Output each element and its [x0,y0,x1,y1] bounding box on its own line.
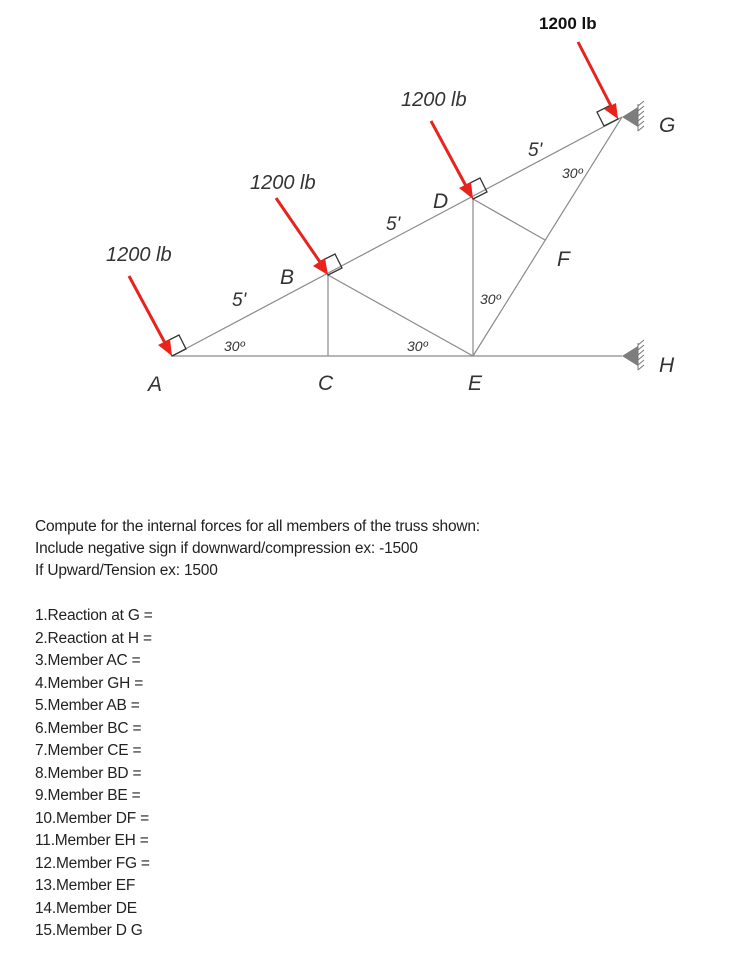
node-label-e: E [468,372,483,395]
node-label-a: A [148,373,163,396]
question-item: 6.Member BC = [35,719,142,737]
angle-label-g: 30º [562,165,583,181]
length-label-dg: 5' [528,140,543,161]
top-chord-member [172,117,622,356]
node-label-f: F [557,248,570,271]
problem-statement [35,516,480,582]
support-h-icon [622,340,644,370]
question-list [35,605,153,943]
node-label-g: G [659,114,676,137]
support-g-icon [622,101,644,131]
question-item: 10.Member DF = [35,809,149,827]
length-label-ab: 5' [232,290,247,311]
load-arrow-a [129,276,172,356]
node-label-b: B [280,266,295,289]
load-label-d: 1200 lb [401,89,467,111]
problem-instruction: Compute for the internal forces for all members of the truss shown: [35,518,480,535]
member-be [328,275,473,356]
member-eg [473,117,622,356]
member-df [473,199,545,240]
question-item: 8.Member BD = [35,764,142,782]
question-item: 5.Member AB = [35,697,140,714]
question-item: 11.Member EH = [35,832,149,849]
length-label-bd: 5' [386,214,401,235]
load-arrow-g [578,42,618,119]
angle-label-a: 30º [224,338,245,354]
question-item: 13.Member EF [35,877,136,894]
question-item: 12.Member FG = [35,854,150,872]
problem-note-positive: If Upward/Tension ex: 1500 [35,562,218,579]
load-label-b: 1200 lb [250,172,316,194]
node-label-d: D [433,190,449,213]
question-item: 9.Member BE = [35,787,141,804]
node-label-c: C [318,372,334,395]
angle-label-e-vertical: 30º [480,291,501,307]
load-arrow-b [276,198,328,275]
load-label-g: 1200 lb [539,14,597,33]
question-item: 14.Member DE [35,899,137,917]
angle-label-e-bottom: 30º [407,338,428,354]
question-item: 3.Member AC = [35,652,141,669]
node-label-h: H [659,354,675,377]
question-item: 2.Reaction at H = [35,629,152,647]
question-item: 7.Member CE = [35,742,142,759]
question-item: 1.Reaction at G = [35,607,153,624]
problem-note-negative: Include negative sign if downward/compression ex: -1500 [35,540,418,557]
question-item: 4.Member GH = [35,674,144,692]
question-item: 15.Member D G [35,922,143,939]
load-arrow-d [431,121,473,199]
load-label-a: 1200 lb [106,244,172,266]
